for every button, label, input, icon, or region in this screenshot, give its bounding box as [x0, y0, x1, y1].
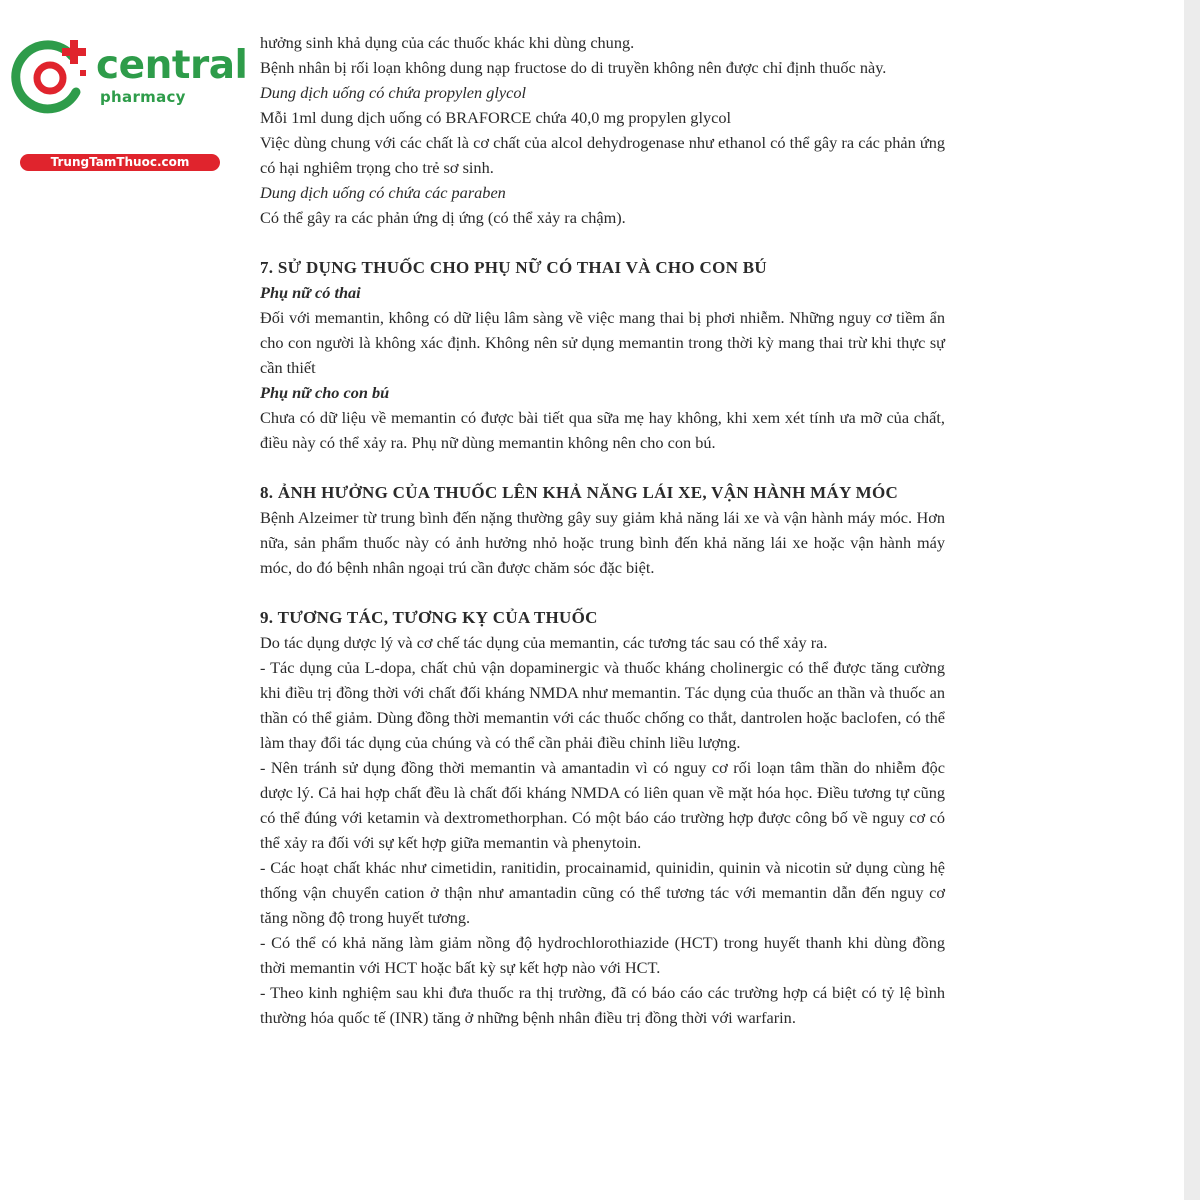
scan-edge [1184, 0, 1200, 1200]
pregnant-subheading: Phụ nữ có thai [260, 283, 361, 302]
section-9-bullet-4: - Có thể có khả năng làm giảm nồng độ hydrochlorothiazide (HCT) trong huyết thanh khi dùng đồng thời memantin với HCT hoặc bất kỳ sự kết hợp nào với HCT. [260, 933, 945, 977]
logo-mark-icon [10, 36, 94, 120]
section-9-heading: 9. TƯƠNG TÁC, TƯƠNG KỴ CỦA THUỐC [260, 608, 598, 627]
section-9-bullet-5: - Theo kinh nghiệm sau khi đưa thuốc ra thị trường, đã có báo cáo các trường hợp cá biệt có tỷ lệ bình thường hóa quốc tế (INR) tăng ở những bệnh nhân điều trị đồng thời với warfarin. [260, 983, 945, 1027]
section-9-bullet-3: - Các hoạt chất khác như cimetidin, ranitidin, procainamid, quinidin, quinin và nicotin sử dụng cùng hệ thống vận chuyển cation ở thận như amantadin cũng có thể tương tác với memantin dẫn đến nguy cơ tăng nồng độ trong huyết tương. [260, 858, 945, 927]
document-page [260, 30, 945, 1030]
intro-line-2: Bệnh nhân bị rối loạn không dung nạp fructose do di truyền không nên được chỉ định thuốc này. [260, 58, 887, 77]
section-8-paragraph: Bệnh Alzeimer từ trung bình đến nặng thường gây suy giảm khả năng lái xe và vận hành máy móc. Hơn nữa, sản phẩm thuốc này có ảnh hưởng nhỏ hoặc trung bình đến khả năng lái xe hoặc vận hành máy móc, do đó bệnh nhân ngoại trú cần được chăm sóc đặc biệt. [260, 508, 945, 577]
nursing-subheading: Phụ nữ cho con bú [260, 383, 390, 402]
propylene-paragraph-1: Mỗi 1ml dung dịch uống có BRAFORCE chứa 40,0 mg propylen glycol [260, 108, 732, 127]
section-9-bullet-1: - Tác dụng của L-dopa, chất chủ vận dopaminergic và thuốc kháng cholinergic có thể được tăng cường khi điều trị đồng thời với chất đối kháng NMDA như memantin. Tác dụng của thuốc an thần và thuốc an thần có thể giảm. Dùng đồng thời memantin với các thuốc chống co thắt, dantrolen hoặc baclofen, có thể làm thay đổi tác dụng của chúng và có thể cần phải điều chỉnh liều lượng. [260, 658, 945, 752]
pregnant-paragraph: Đối với memantin, không có dữ liệu lâm sàng về việc mang thai bị phơi nhiễm. Những nguy cơ tiềm ẩn cho con người là không xác định. Không nên sử dụng memantin trong thời kỳ mang thai trừ khi thực sự cần thiết [260, 308, 945, 377]
section-9-bullet-2: - Nên tránh sử dụng đồng thời memantin và amantadin vì có nguy cơ rối loạn tâm thần do nhiễm độc dược lý. Cả hai hợp chất đều là chất đối kháng NMDA có liên quan về mặt hóa học. Điều tương tự cũng có thể đúng với ketamin và dextromethorphan. Có một báo cáo trường hợp được công bố về nguy cơ có thể xảy ra đối với sự kết hợp giữa memantin và phenytoin. [260, 758, 945, 852]
propylene-subheading: Dung dịch uống có chứa propylen glycol [260, 83, 527, 102]
central-pharmacy-logo[interactable] [10, 36, 248, 169]
nursing-paragraph: Chưa có dữ liệu về memantin có được bài tiết qua sữa mẹ hay không, khi xem xét tính ưa mỡ của chất, điều này có thể xảy ra. Phụ nữ dùng memantin không nên cho con bú. [260, 408, 945, 452]
intro-line-1: hưởng sinh khả dụng của các thuốc khác khi dùng chung. [260, 33, 635, 52]
section-8-heading: 8. ẢNH HƯỞNG CỦA THUỐC LÊN KHẢ NĂNG LÁI XE, VẬN HÀNH MÁY MÓC [260, 483, 899, 502]
section-9-intro: Do tác dụng dược lý và cơ chế tác dụng của memantin, các tương tác sau có thể xảy ra. [260, 633, 828, 652]
logo-site-badge[interactable]: TrungTamThuoc.com [20, 154, 220, 171]
section-7-heading: 7. SỬ DỤNG THUỐC CHO PHỤ NỮ CÓ THAI VÀ CHO CON BÚ [260, 258, 767, 277]
paraben-paragraph: Có thể gây ra các phản ứng dị ứng (có thể xảy ra chậm). [260, 208, 626, 227]
logo-brand-text: central [96, 43, 248, 88]
paraben-subheading: Dung dịch uống có chứa các paraben [260, 183, 506, 202]
propylene-paragraph-2: Việc dùng chung với các chất là cơ chất của alcol dehydrogenase như ethanol có thể gây ra các phản ứng có hại nghiêm trọng cho trẻ sơ sinh. [260, 133, 945, 177]
logo-sub-text: pharmacy [100, 88, 186, 106]
